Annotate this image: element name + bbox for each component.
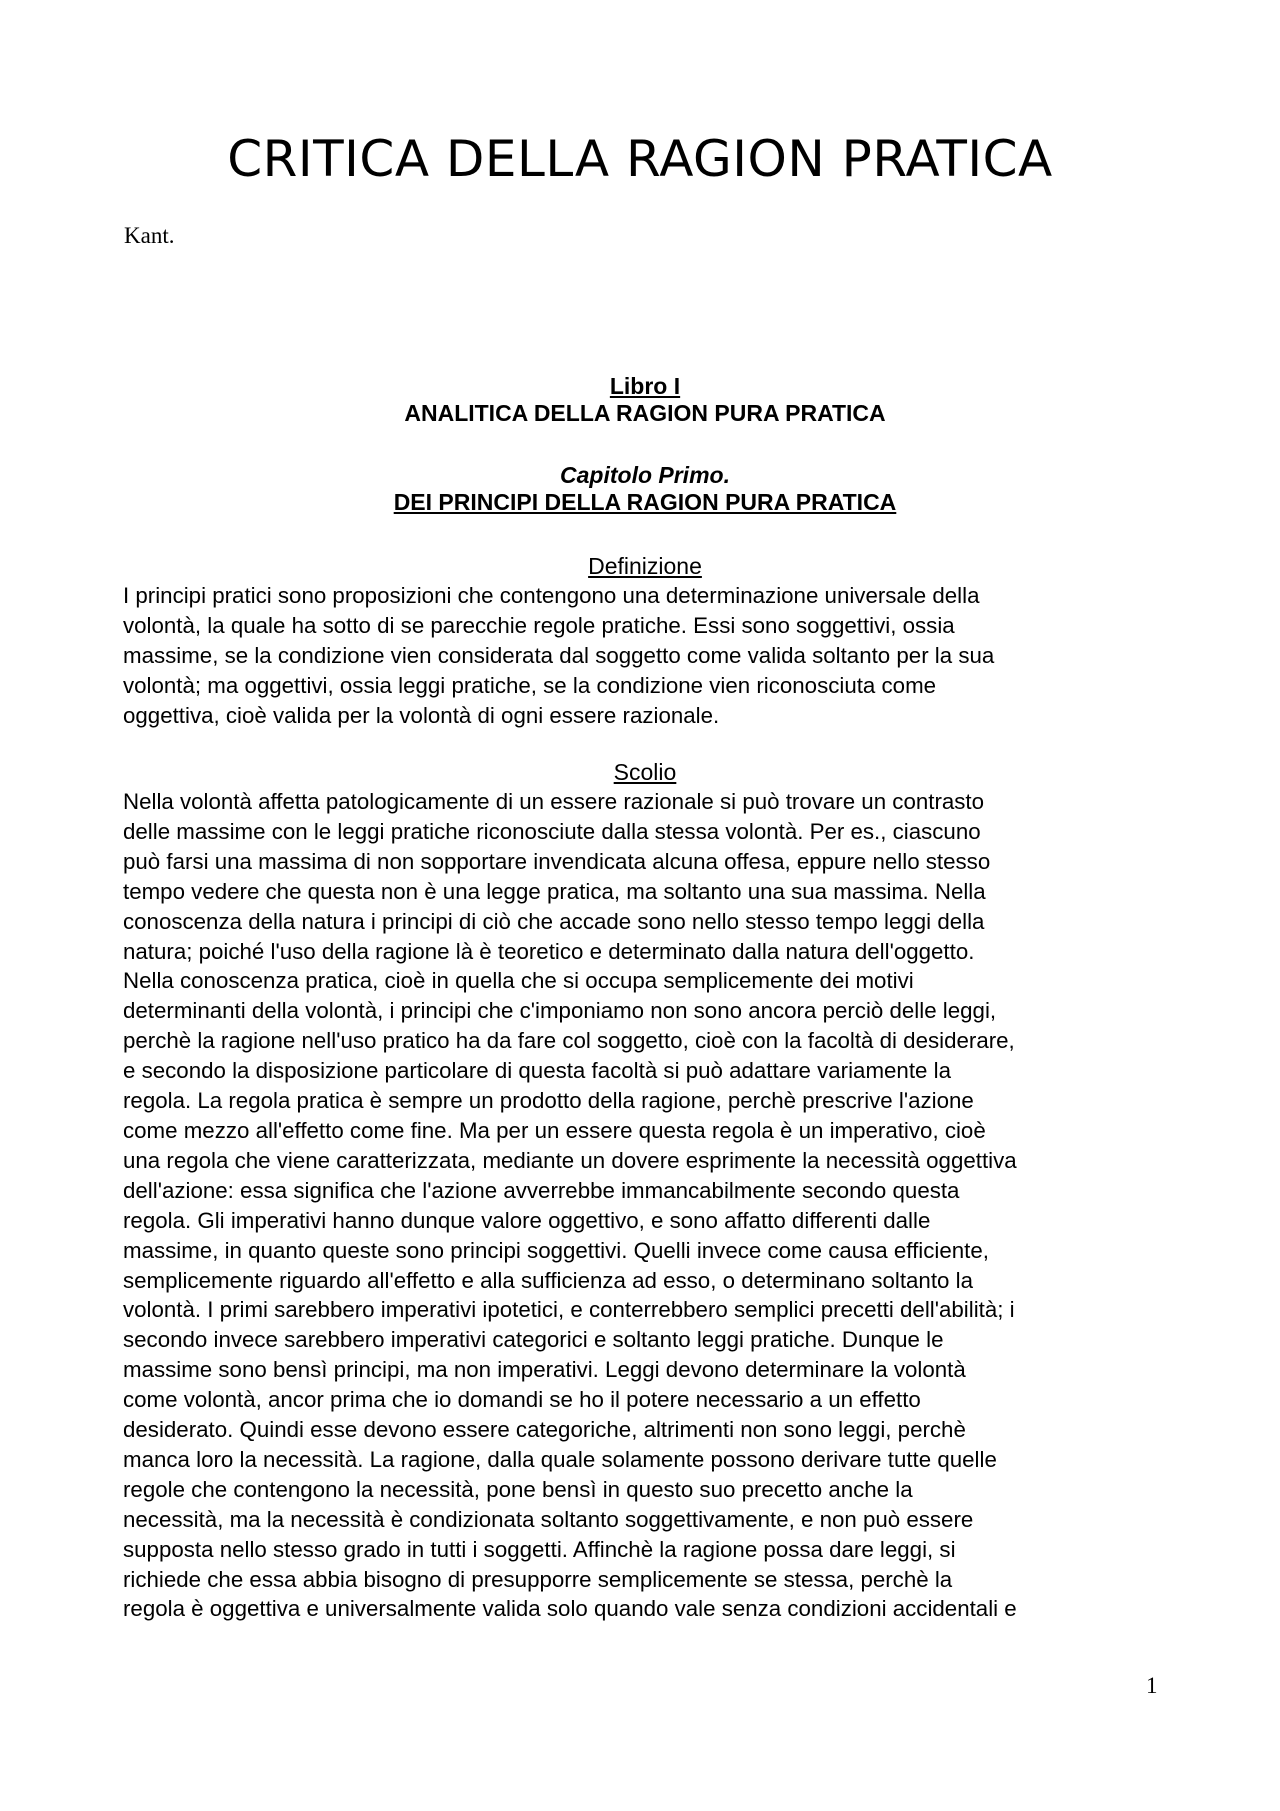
scholium-line: può farsi una massima di non sopportare invendicata alcuna offesa, eppure nello stesso <box>123 848 991 874</box>
author-name: Kant. <box>124 223 175 248</box>
scholium-line: delle massime con le leggi pratiche riconosciute dalla stessa volontà. Per es., ciascuno <box>123 818 981 844</box>
book-label: Libro I <box>609 373 681 399</box>
scholium-line: natura; poiché l'uso della ragione là è teoretico e determinato dalla natura dell'oggetto. <box>123 938 975 964</box>
definition-line: I principi pratici sono proposizioni che contengono una determinazione universale della <box>123 583 980 608</box>
definition-line: volontà; ma oggettivi, ossia leggi pratiche, se la condizione vien riconosciuta come <box>123 672 937 698</box>
scholium-line: massime sono bensì principi, ma non imperativi. Leggi devono determinare la volontà <box>123 1357 966 1383</box>
chapter-label: Capitolo Primo. <box>560 462 730 488</box>
scholium-line: desiderato. Quindi esse devono essere categoriche, altrimenti non sono leggi, perchè <box>123 1417 966 1443</box>
book-title: ANALITICA DELLA RAGION PURA PRATICA <box>404 400 886 426</box>
scholium-line: tempo vedere che questa non è una legge pratica, ma soltanto una sua massima. Nella <box>123 878 986 904</box>
definition-line: massime, se la condizione vien considerata dal soggetto come valida soltanto per la sua <box>123 642 995 668</box>
document-title: CRITICA DELLA RAGION PRATICA <box>227 130 1053 188</box>
scholium-line: Nella conoscenza pratica, cioè in quella che si occupa semplicemente dei motivi <box>123 968 914 994</box>
definition-paragraph <box>123 581 1173 731</box>
scholium-heading <box>122 759 1168 786</box>
scholium-line: semplicemente riguardo all'effetto e alla sufficienza ad esso, o determinano soltanto la <box>123 1267 973 1293</box>
scholium-paragraph <box>123 787 1173 1624</box>
scholium-line: dell'azione: essa significa che l'azione avverrebbe immancabilmente secondo questa <box>123 1177 960 1203</box>
scholium-line: massime, in quanto queste sono principi soggettivi. Quelli invece come causa efficiente, <box>123 1237 989 1263</box>
scholium-line: perchè la ragione nell'uso pratico ha da fare col soggetto, cioè con la facoltà di desiderare, <box>123 1028 1015 1054</box>
scholium-line: regola è oggettiva e universalmente valida solo quando vale senza condizioni accidentali e <box>123 1596 1017 1622</box>
scholium-line: necessità, ma la necessità è condizionata soltanto soggettivamente, e non può essere <box>123 1506 974 1532</box>
definition-line: volontà, la quale ha sotto di se parecchie regole pratiche. Essi sono soggettivi, ossia <box>123 612 955 638</box>
scholium-line: manca loro la necessità. La ragione, dalla quale solamente possono derivare tutte quelle <box>123 1446 997 1472</box>
scholium-heading-text: Scolio <box>613 759 677 785</box>
scholium-line: volontà. I primi sarebbero imperativi ipotetici, e conterrebbero semplici precetti dell'abilità; i <box>123 1297 1015 1323</box>
definition-heading <box>122 553 1168 580</box>
scholium-line: come volontà, ancor prima che io domandi se ho il potere necessario a un effetto <box>123 1387 921 1413</box>
scholium-line: regole che contengono la necessità, pone bensì in questo suo precetto anche la <box>123 1476 913 1502</box>
scholium-line: e secondo la disposizione particolare di questa facoltà si può adattare variamente la <box>123 1058 951 1084</box>
scholium-line: determinanti della volontà, i principi che c'imponiamo non sono ancora perciò delle leggi, <box>123 998 997 1024</box>
scholium-line: secondo invece sarebbero imperativi categorici e soltanto leggi pratiche. Dunque le <box>123 1327 944 1353</box>
definition-line: oggettiva, cioè valida per la volontà di ogni essere razionale. <box>123 702 720 728</box>
chapter-heading <box>122 462 1168 516</box>
page-number: 1 <box>1146 1673 1158 1698</box>
scholium-line: una regola che viene caratterizzata, mediante un dovere esprimente la necessità oggettiva <box>123 1147 1017 1173</box>
definition-heading-text: Definizione <box>588 553 702 579</box>
chapter-title: DEI PRINCIPI DELLA RAGION PURA PRATICA <box>393 489 897 515</box>
book-heading <box>122 373 1168 427</box>
scholium-line: Nella volontà affetta patologicamente di un essere razionale si può trovare un contrasto <box>123 789 985 814</box>
scholium-line: conoscenza della natura i principi di ciò che accade sono nello stesso tempo leggi della <box>123 908 985 934</box>
scholium-line: come mezzo all'effetto come fine. Ma per un essere questa regola è un imperativo, cioè <box>123 1117 986 1143</box>
scholium-line: supposta nello stesso grado in tutti i soggetti. Affinchè la ragione possa dare leggi, si <box>123 1536 956 1562</box>
scholium-line: regola. Gli imperativi hanno dunque valore oggettivo, e sono affatto differenti dalle <box>123 1207 931 1233</box>
scholium-line: regola. La regola pratica è sempre un prodotto della ragione, perchè prescrive l'azione <box>123 1088 974 1114</box>
scholium-line: richiede che essa abbia bisogno di presupporre semplicemente se stessa, perchè la <box>123 1566 953 1592</box>
